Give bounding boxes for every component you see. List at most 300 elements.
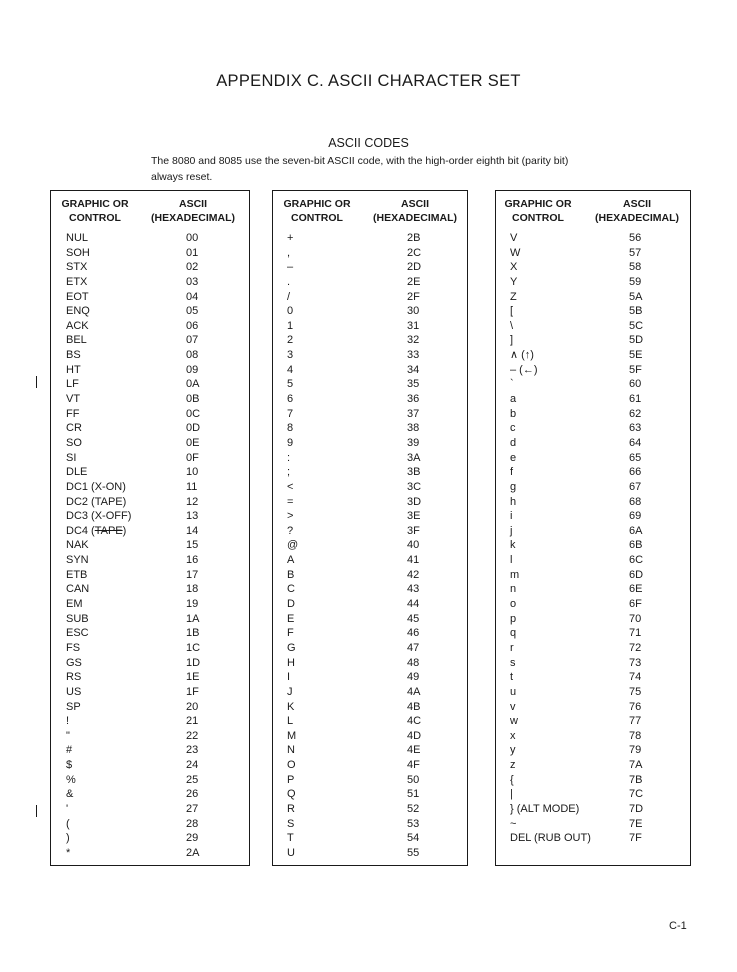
graphic-or-control-cell: @ xyxy=(287,539,299,552)
graphic-or-control-cell: L xyxy=(287,715,294,728)
table-row xyxy=(51,436,249,451)
hex-code-cell: 2A xyxy=(186,846,200,859)
table-row xyxy=(273,290,467,305)
table-rows xyxy=(51,231,249,861)
graphic-or-control-cell: SOH xyxy=(66,246,90,259)
hex-code-cell: 52 xyxy=(407,802,420,815)
hex-code-cell: 21 xyxy=(186,715,199,728)
table-row xyxy=(51,509,249,524)
table-row xyxy=(273,802,467,817)
table-row xyxy=(496,787,690,802)
hex-code-cell: 63 xyxy=(629,422,642,435)
table-row xyxy=(496,743,690,758)
table-row xyxy=(496,465,690,480)
graphic-or-control-cell: S xyxy=(287,817,295,830)
graphic-or-control-cell: DC3 (X-OFF) xyxy=(66,510,132,523)
hex-code-cell: 73 xyxy=(629,656,642,669)
table-row xyxy=(496,290,690,305)
table-row xyxy=(496,451,690,466)
table-row xyxy=(496,363,690,378)
hex-code-cell: 33 xyxy=(407,349,420,362)
graphic-or-control-cell: CAN xyxy=(66,583,90,596)
hex-code-cell: 25 xyxy=(186,773,199,786)
graphic-or-control-cell: " xyxy=(66,729,70,742)
graphic-or-control-cell: NUL xyxy=(66,232,89,244)
table-row xyxy=(496,348,690,363)
hex-code-cell: 1C xyxy=(186,641,201,654)
table-row xyxy=(273,260,467,275)
hex-code-cell: 17 xyxy=(186,568,199,581)
graphic-or-control-cell: SUB xyxy=(66,612,89,625)
hex-code-cell: 0D xyxy=(186,422,201,435)
hex-code-cell: 32 xyxy=(407,334,420,347)
graphic-or-control-cell: ( xyxy=(66,817,70,830)
table-row xyxy=(273,480,467,495)
table-row xyxy=(273,626,467,641)
table-row xyxy=(51,656,249,671)
table-row xyxy=(51,524,249,539)
table-row xyxy=(496,246,690,261)
table-row xyxy=(496,714,690,729)
hex-code-cell: 70 xyxy=(629,612,642,625)
hex-code-cell: 29 xyxy=(186,832,199,845)
table-row xyxy=(51,729,249,744)
table-row xyxy=(496,275,690,290)
graphic-or-control-cell: X xyxy=(510,261,518,274)
graphic-or-control-cell: i xyxy=(510,510,513,523)
graphic-or-control-cell: F xyxy=(287,627,294,640)
graphic-or-control-cell: ENQ xyxy=(66,305,90,318)
hex-code-cell: 0F xyxy=(186,451,199,464)
hex-code-cell: 7C xyxy=(629,788,644,801)
hex-code-cell: 60 xyxy=(629,378,642,391)
hex-code-cell: 1A xyxy=(186,612,200,625)
hex-code-cell: 4A xyxy=(407,685,421,698)
table-row xyxy=(273,509,467,524)
struck-text: TAPE xyxy=(94,524,123,537)
hex-code-cell: 24 xyxy=(186,759,199,772)
graphic-or-control-cell: 5 xyxy=(287,378,294,391)
table-row xyxy=(496,656,690,671)
page-number: C-1 xyxy=(669,920,687,932)
graphic-or-control-cell: SI xyxy=(66,451,77,464)
graphic-or-control-cell: a xyxy=(510,393,517,406)
graphic-or-control-cell: EOT xyxy=(66,290,89,303)
hex-code-cell: 16 xyxy=(186,554,199,567)
hex-code-cell: 14 xyxy=(186,524,199,537)
graphic-or-control-cell: HT xyxy=(66,363,81,376)
table-row xyxy=(273,319,467,334)
section-subtitle: ASCII CODES xyxy=(328,136,409,150)
hex-code-cell: 5C xyxy=(629,319,644,332)
table-row xyxy=(51,304,249,319)
table-row xyxy=(273,304,467,319)
table-row xyxy=(496,231,690,246)
graphic-or-control-cell: N xyxy=(287,744,295,757)
graphic-or-control-cell: US xyxy=(66,685,82,698)
hex-code-cell: 76 xyxy=(629,700,642,713)
hex-code-cell: 47 xyxy=(407,641,420,654)
hex-code-cell: 2F xyxy=(407,290,420,303)
hex-code-cell: 1B xyxy=(186,627,200,640)
graphic-or-control-cell: SO xyxy=(66,436,82,449)
table-row xyxy=(273,363,467,378)
graphic-or-control-cell: q xyxy=(510,627,517,640)
table-row xyxy=(496,377,690,392)
table-row xyxy=(496,524,690,539)
table-row xyxy=(273,392,467,407)
hex-code-cell: 0A xyxy=(186,378,200,391)
graphic-or-control-cell: 7 xyxy=(287,407,294,420)
graphic-or-control-cell: DC4 (TAPE) xyxy=(66,524,127,537)
table-row xyxy=(51,568,249,583)
table-header xyxy=(496,197,690,227)
hex-code-cell: 61 xyxy=(629,393,642,406)
hex-code-cell: 72 xyxy=(629,641,642,654)
hex-code-cell: 45 xyxy=(407,612,420,625)
graphic-or-control-cell: u xyxy=(510,685,517,698)
table-row xyxy=(496,538,690,553)
table-row xyxy=(496,641,690,656)
hex-code-cell: 09 xyxy=(186,363,199,376)
graphic-or-control-cell: DC2 (TAPE) xyxy=(66,495,127,508)
hex-code-cell: 1F xyxy=(186,685,199,698)
hex-code-cell: 3D xyxy=(407,495,422,508)
hex-code-cell: 66 xyxy=(629,466,642,479)
graphic-or-control-cell: Z xyxy=(510,290,517,303)
hex-code-cell: 2B xyxy=(407,232,421,244)
table-row xyxy=(273,597,467,612)
table-row xyxy=(51,685,249,700)
hex-code-cell: 56 xyxy=(629,232,642,244)
table-row xyxy=(51,641,249,656)
table-row xyxy=(51,758,249,773)
table-header xyxy=(51,197,249,227)
graphic-or-control-cell: > xyxy=(287,510,294,523)
hex-code-cell: 7B xyxy=(629,773,643,786)
table-row xyxy=(51,700,249,715)
graphic-or-control-cell: e xyxy=(510,451,517,464)
hex-code-cell: 55 xyxy=(407,846,420,859)
hex-code-cell: 27 xyxy=(186,802,199,815)
hex-code-cell: 3A xyxy=(407,451,421,464)
graphic-or-control-cell: VT xyxy=(66,393,81,406)
table-row xyxy=(273,743,467,758)
graphic-or-control-cell: Y xyxy=(510,275,518,288)
hex-code-cell: 6E xyxy=(629,583,643,596)
graphic-or-control-cell: ETB xyxy=(66,568,88,581)
graphic-or-control-cell: c xyxy=(510,422,516,435)
hex-code-cell: 4B xyxy=(407,700,421,713)
hex-code-cell: 1E xyxy=(186,671,200,684)
graphic-or-control-cell: Q xyxy=(287,788,296,801)
graphic-or-control-cell: p xyxy=(510,612,517,625)
table-row xyxy=(273,656,467,671)
table-row xyxy=(273,436,467,451)
graphic-or-control-cell: { xyxy=(510,773,514,786)
table-row xyxy=(51,333,249,348)
ascii-table-3 xyxy=(495,190,691,866)
table-row xyxy=(273,524,467,539)
table-row xyxy=(496,568,690,583)
hex-code-cell: 5F xyxy=(629,363,642,376)
graphic-or-control-cell: V xyxy=(510,232,518,244)
table-rows xyxy=(496,231,690,846)
table-row xyxy=(273,582,467,597)
graphic-or-control-cell: ; xyxy=(287,466,291,479)
table-row xyxy=(51,743,249,758)
table-row xyxy=(273,758,467,773)
table-row xyxy=(496,597,690,612)
hex-code-cell: 22 xyxy=(186,729,199,742)
hex-code-cell: 6B xyxy=(629,539,643,552)
hex-code-cell: 15 xyxy=(186,539,199,552)
graphic-or-control-cell: ESC xyxy=(66,627,89,640)
graphic-or-control-cell: B xyxy=(287,568,295,581)
hex-code-cell: 64 xyxy=(629,436,642,449)
graphic-or-control-cell: SYN xyxy=(66,554,89,567)
hex-code-cell: 54 xyxy=(407,832,420,845)
table-row xyxy=(273,700,467,715)
hex-code-cell: 46 xyxy=(407,627,420,640)
table-row xyxy=(51,363,249,378)
hex-code-cell: 62 xyxy=(629,407,642,420)
hex-code-cell: 19 xyxy=(186,598,199,611)
table-row xyxy=(273,553,467,568)
graphic-or-control-cell: k xyxy=(510,539,516,552)
table-row xyxy=(273,333,467,348)
graphic-or-control-cell: GS xyxy=(66,656,82,669)
hex-code-cell: 05 xyxy=(186,305,199,318)
hex-code-cell: 03 xyxy=(186,275,199,288)
hex-code-cell: 5D xyxy=(629,334,644,347)
table-row xyxy=(51,802,249,817)
hex-code-cell: 7D xyxy=(629,802,644,815)
table-row xyxy=(51,831,249,846)
graphic-or-control-cell: t xyxy=(510,671,514,684)
table-row xyxy=(51,846,249,861)
table-row xyxy=(51,377,249,392)
graphic-or-control-cell: T xyxy=(287,832,294,845)
hex-code-cell: 43 xyxy=(407,583,420,596)
graphic-or-control-cell: O xyxy=(287,759,296,772)
table-row xyxy=(51,348,249,363)
table-row xyxy=(273,612,467,627)
table-row xyxy=(51,465,249,480)
header-ascii-hex: ASCII (HEXADECIMAL) xyxy=(151,198,235,224)
graphic-or-control-cell: BS xyxy=(66,349,81,362)
graphic-or-control-cell: R xyxy=(287,802,295,815)
hex-code-cell: 5B xyxy=(629,305,643,318)
hex-code-cell: 11 xyxy=(186,480,198,493)
table-row xyxy=(273,670,467,685)
graphic-or-control-cell: 0 xyxy=(287,305,294,318)
graphic-or-control-cell: # xyxy=(66,744,73,757)
hex-code-cell: 2D xyxy=(407,261,422,274)
graphic-or-control-cell: % xyxy=(66,773,76,786)
hex-code-cell: 67 xyxy=(629,480,642,493)
hex-code-cell: 2C xyxy=(407,246,422,259)
graphic-or-control-cell: D xyxy=(287,598,295,611)
graphic-or-control-cell: LF xyxy=(66,378,79,391)
graphic-or-control-cell: f xyxy=(510,466,514,479)
graphic-or-control-cell: $ xyxy=(66,759,73,772)
table-row xyxy=(273,275,467,290)
graphic-or-control-cell: SP xyxy=(66,700,81,713)
hex-code-cell: 5A xyxy=(629,290,643,303)
hex-code-cell: 10 xyxy=(186,466,199,479)
graphic-or-control-cell: ? xyxy=(287,524,294,537)
table-row xyxy=(51,451,249,466)
table-row xyxy=(496,802,690,817)
graphic-or-control-cell: x xyxy=(510,729,516,742)
graphic-or-control-cell: \ xyxy=(510,319,514,332)
graphic-or-control-cell: DLE xyxy=(66,466,88,479)
graphic-or-control-cell: ACK xyxy=(66,319,89,332)
graphic-or-control-cell: ) xyxy=(66,832,70,845)
table-row xyxy=(273,377,467,392)
table-row xyxy=(496,509,690,524)
hex-code-cell: 30 xyxy=(407,305,420,318)
header-ascii-hex: ASCII (HEXADECIMAL) xyxy=(373,198,457,224)
graphic-or-control-cell: NAK xyxy=(66,539,89,552)
hex-code-cell: 74 xyxy=(629,671,642,684)
hex-code-cell: 68 xyxy=(629,495,642,508)
table-row xyxy=(496,407,690,422)
graphic-or-control-cell: 8 xyxy=(287,422,294,435)
graphic-or-control-cell: – (←) xyxy=(510,363,538,376)
table-row xyxy=(273,231,467,246)
graphic-or-control-cell: v xyxy=(510,700,516,713)
graphic-or-control-cell: r xyxy=(510,641,514,654)
graphic-or-control-cell: STX xyxy=(66,261,88,274)
hex-code-cell: 37 xyxy=(407,407,420,420)
table-row xyxy=(496,392,690,407)
hex-code-cell: 4F xyxy=(407,759,420,772)
hex-code-cell: 77 xyxy=(629,715,642,728)
table-row xyxy=(273,421,467,436)
table-row xyxy=(496,260,690,275)
table-row xyxy=(496,582,690,597)
graphic-or-control-cell: m xyxy=(510,568,520,581)
table-row xyxy=(273,246,467,261)
hex-code-cell: 50 xyxy=(407,773,420,786)
change-bar xyxy=(36,376,37,388)
graphic-or-control-cell: 4 xyxy=(287,363,294,376)
table-row xyxy=(51,319,249,334)
hex-code-cell: 34 xyxy=(407,363,420,376)
hex-code-cell: 0E xyxy=(186,436,200,449)
table-row xyxy=(273,407,467,422)
graphic-or-control-cell: z xyxy=(510,759,516,772)
graphic-or-control-cell: ] xyxy=(510,334,514,347)
table-row xyxy=(496,304,690,319)
table-row xyxy=(273,773,467,788)
hex-code-cell: 7A xyxy=(629,759,643,772)
hex-code-cell: 7E xyxy=(629,817,643,830)
hex-code-cell: 59 xyxy=(629,275,642,288)
graphic-or-control-cell: ' xyxy=(66,802,69,815)
table-row xyxy=(496,626,690,641)
table-row xyxy=(51,290,249,305)
hex-code-cell: 75 xyxy=(629,685,642,698)
graphic-or-control-cell: < xyxy=(287,480,294,493)
hex-code-cell: 65 xyxy=(629,451,642,464)
table-row xyxy=(51,495,249,510)
graphic-or-control-cell: & xyxy=(66,788,74,801)
table-row xyxy=(496,831,690,846)
graphic-or-control-cell: h xyxy=(510,495,517,508)
graphic-or-control-cell: o xyxy=(510,598,517,611)
graphic-or-control-cell: | xyxy=(510,788,513,801)
table-row xyxy=(51,246,249,261)
hex-code-cell: 06 xyxy=(186,319,199,332)
graphic-or-control-cell: FS xyxy=(66,641,81,654)
graphic-or-control-cell: } (ALT MODE) xyxy=(510,802,580,815)
hex-code-cell: 3C xyxy=(407,480,422,493)
graphic-or-control-cell: EM xyxy=(66,598,83,611)
hex-code-cell: 2E xyxy=(407,275,421,288)
table-row xyxy=(273,348,467,363)
table-row xyxy=(496,436,690,451)
graphic-or-control-cell: : xyxy=(287,451,291,464)
hex-code-cell: 36 xyxy=(407,393,420,406)
hex-code-cell: 31 xyxy=(407,319,420,332)
table-row xyxy=(496,670,690,685)
graphic-or-control-cell: BEL xyxy=(66,334,87,347)
graphic-or-control-cell: 9 xyxy=(287,436,294,449)
graphic-or-control-cell: / xyxy=(287,290,291,303)
graphic-or-control-cell: I xyxy=(287,671,291,684)
graphic-or-control-cell: DC1 (X-ON) xyxy=(66,480,126,493)
hex-code-cell: 3E xyxy=(407,510,421,523)
table-row xyxy=(273,451,467,466)
graphic-or-control-cell: – xyxy=(287,261,294,274)
hex-code-cell: 39 xyxy=(407,436,420,449)
graphic-or-control-cell: J xyxy=(287,685,293,698)
graphic-or-control-cell: d xyxy=(510,436,517,449)
graphic-or-control-cell: C xyxy=(287,583,295,596)
hex-code-cell: 58 xyxy=(629,261,642,274)
intro-paragraph: The 8080 and 8085 use the seven-bit ASCII code, with the high-order eighth bit (parity bit) always reset. xyxy=(151,155,569,183)
graphic-or-control-cell: * xyxy=(66,846,71,859)
table-row xyxy=(51,817,249,832)
graphic-or-control-cell: , xyxy=(287,246,291,259)
table-row xyxy=(51,260,249,275)
hex-code-cell: 01 xyxy=(186,246,199,259)
hex-code-cell: 3F xyxy=(407,524,420,537)
hex-code-cell: 1D xyxy=(186,656,201,669)
hex-code-cell: 4C xyxy=(407,715,422,728)
hex-code-cell: 23 xyxy=(186,744,199,757)
table-row xyxy=(273,831,467,846)
graphic-or-control-cell: FF xyxy=(66,407,80,420)
graphic-or-control-cell: RS xyxy=(66,671,82,684)
hex-code-cell: 02 xyxy=(186,261,199,274)
table-row xyxy=(273,846,467,861)
hex-code-cell: 35 xyxy=(407,378,420,391)
hex-code-cell: 44 xyxy=(407,598,420,611)
table-row xyxy=(273,729,467,744)
page-title: APPENDIX C. ASCII CHARACTER SET xyxy=(216,72,521,90)
table-row xyxy=(496,319,690,334)
table-row xyxy=(273,568,467,583)
hex-code-cell: 13 xyxy=(186,510,199,523)
table-row xyxy=(496,612,690,627)
table-row xyxy=(273,817,467,832)
hex-code-cell: 38 xyxy=(407,422,420,435)
graphic-or-control-cell: . xyxy=(287,275,291,288)
